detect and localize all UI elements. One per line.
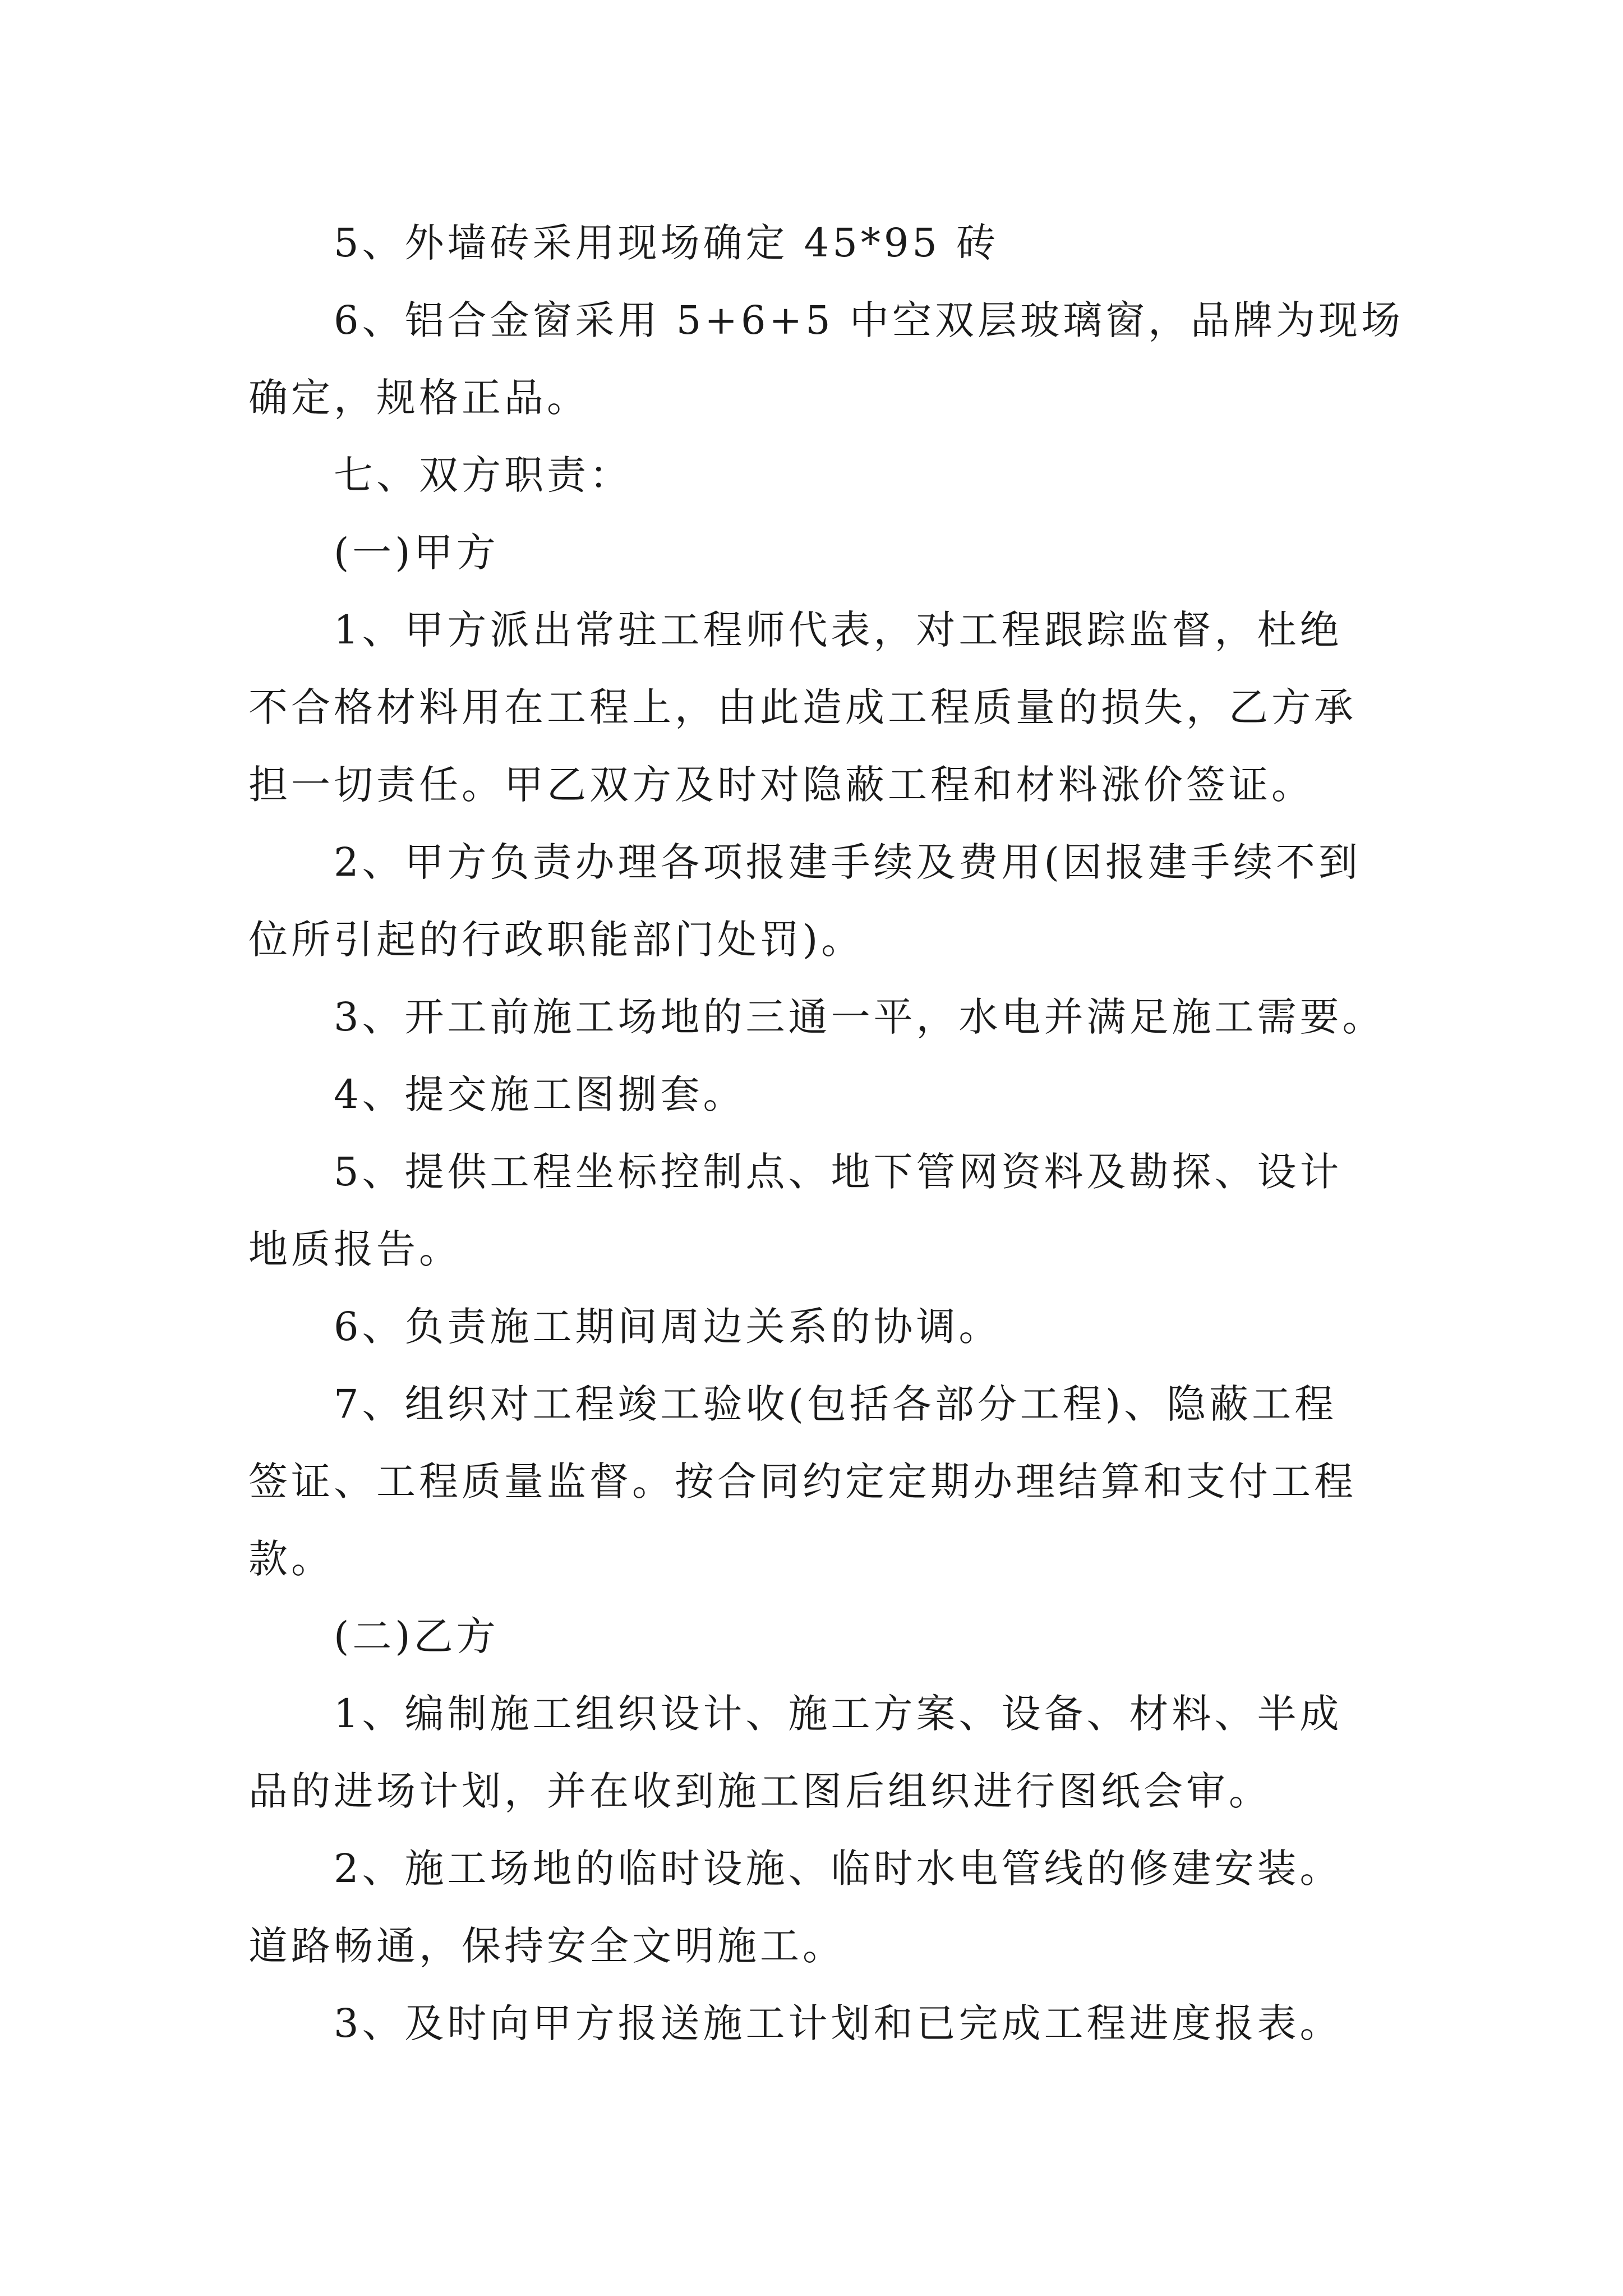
party-b-item-2-continuation: 道路畅通，保持安全文明施工。 xyxy=(248,1923,845,1969)
party-a-item-7-continuation: 款。 xyxy=(248,1536,334,1582)
party-a-item-2-continuation: 位所引起的行政职能部门处罚)。 xyxy=(248,917,864,963)
clause-5-exterior-tile: 5、外墙砖采用现场确定 45*95 砖 xyxy=(334,220,999,266)
subsection-heading-party-b: (二)乙方 xyxy=(334,1613,499,1659)
party-a-item-1-continuation: 担一切责任。甲乙双方及时对隐蔽工程和材料涨价签证。 xyxy=(248,762,1314,808)
party-a-item-6: 6、负责施工期间周边关系的协调。 xyxy=(334,1304,1002,1350)
party-b-item-2: 2、施工场地的临时设施、临时水电管线的修建安装。 xyxy=(334,1846,1343,1892)
party-b-item-1-continuation: 品的进场计划，并在收到施工图后组织进行图纸会审。 xyxy=(248,1768,1271,1814)
party-b-item-1: 1、编制施工组织设计、施工方案、设备、材料、半成 xyxy=(334,1691,1343,1737)
party-a-item-3: 3、开工前施工场地的三通一平，水电并满足施工需要。 xyxy=(334,994,1385,1040)
party-a-item-2: 2、甲方负责办理各项报建手续及费用(因报建手续不到 xyxy=(334,839,1361,885)
party-a-item-7: 7、组织对工程竣工验收(包括各部分工程)、隐蔽工程 xyxy=(334,1381,1338,1427)
clause-6-aluminum-window: 6、铝合金窗采用 5+6+5 中空双层玻璃窗，品牌为现场 xyxy=(334,297,1404,343)
party-a-item-7-continuation: 签证、工程质量监督。按合同约定定期办理结算和支付工程 xyxy=(248,1458,1357,1504)
party-a-item-1-continuation: 不合格材料用在工程上，由此造成工程质量的损失，乙方承 xyxy=(248,684,1357,730)
party-a-item-4: 4、提交施工图捌套。 xyxy=(334,1071,746,1117)
subsection-heading-party-a: (一)甲方 xyxy=(334,530,499,576)
party-b-item-3: 3、及时向甲方报送施工计划和已完成工程进度报表。 xyxy=(334,2000,1343,2046)
party-a-item-5: 5、提供工程坐标控制点、地下管网资料及勘探、设计 xyxy=(334,1149,1343,1195)
section-heading-duties: 七、双方职责： xyxy=(334,452,632,498)
clause-6-continuation: 确定，规格正品。 xyxy=(248,375,589,421)
party-a-item-5-continuation: 地质报告。 xyxy=(248,1226,462,1272)
party-a-item-1: 1、甲方派出常驻工程师代表，对工程跟踪监督，杜绝 xyxy=(334,607,1343,653)
